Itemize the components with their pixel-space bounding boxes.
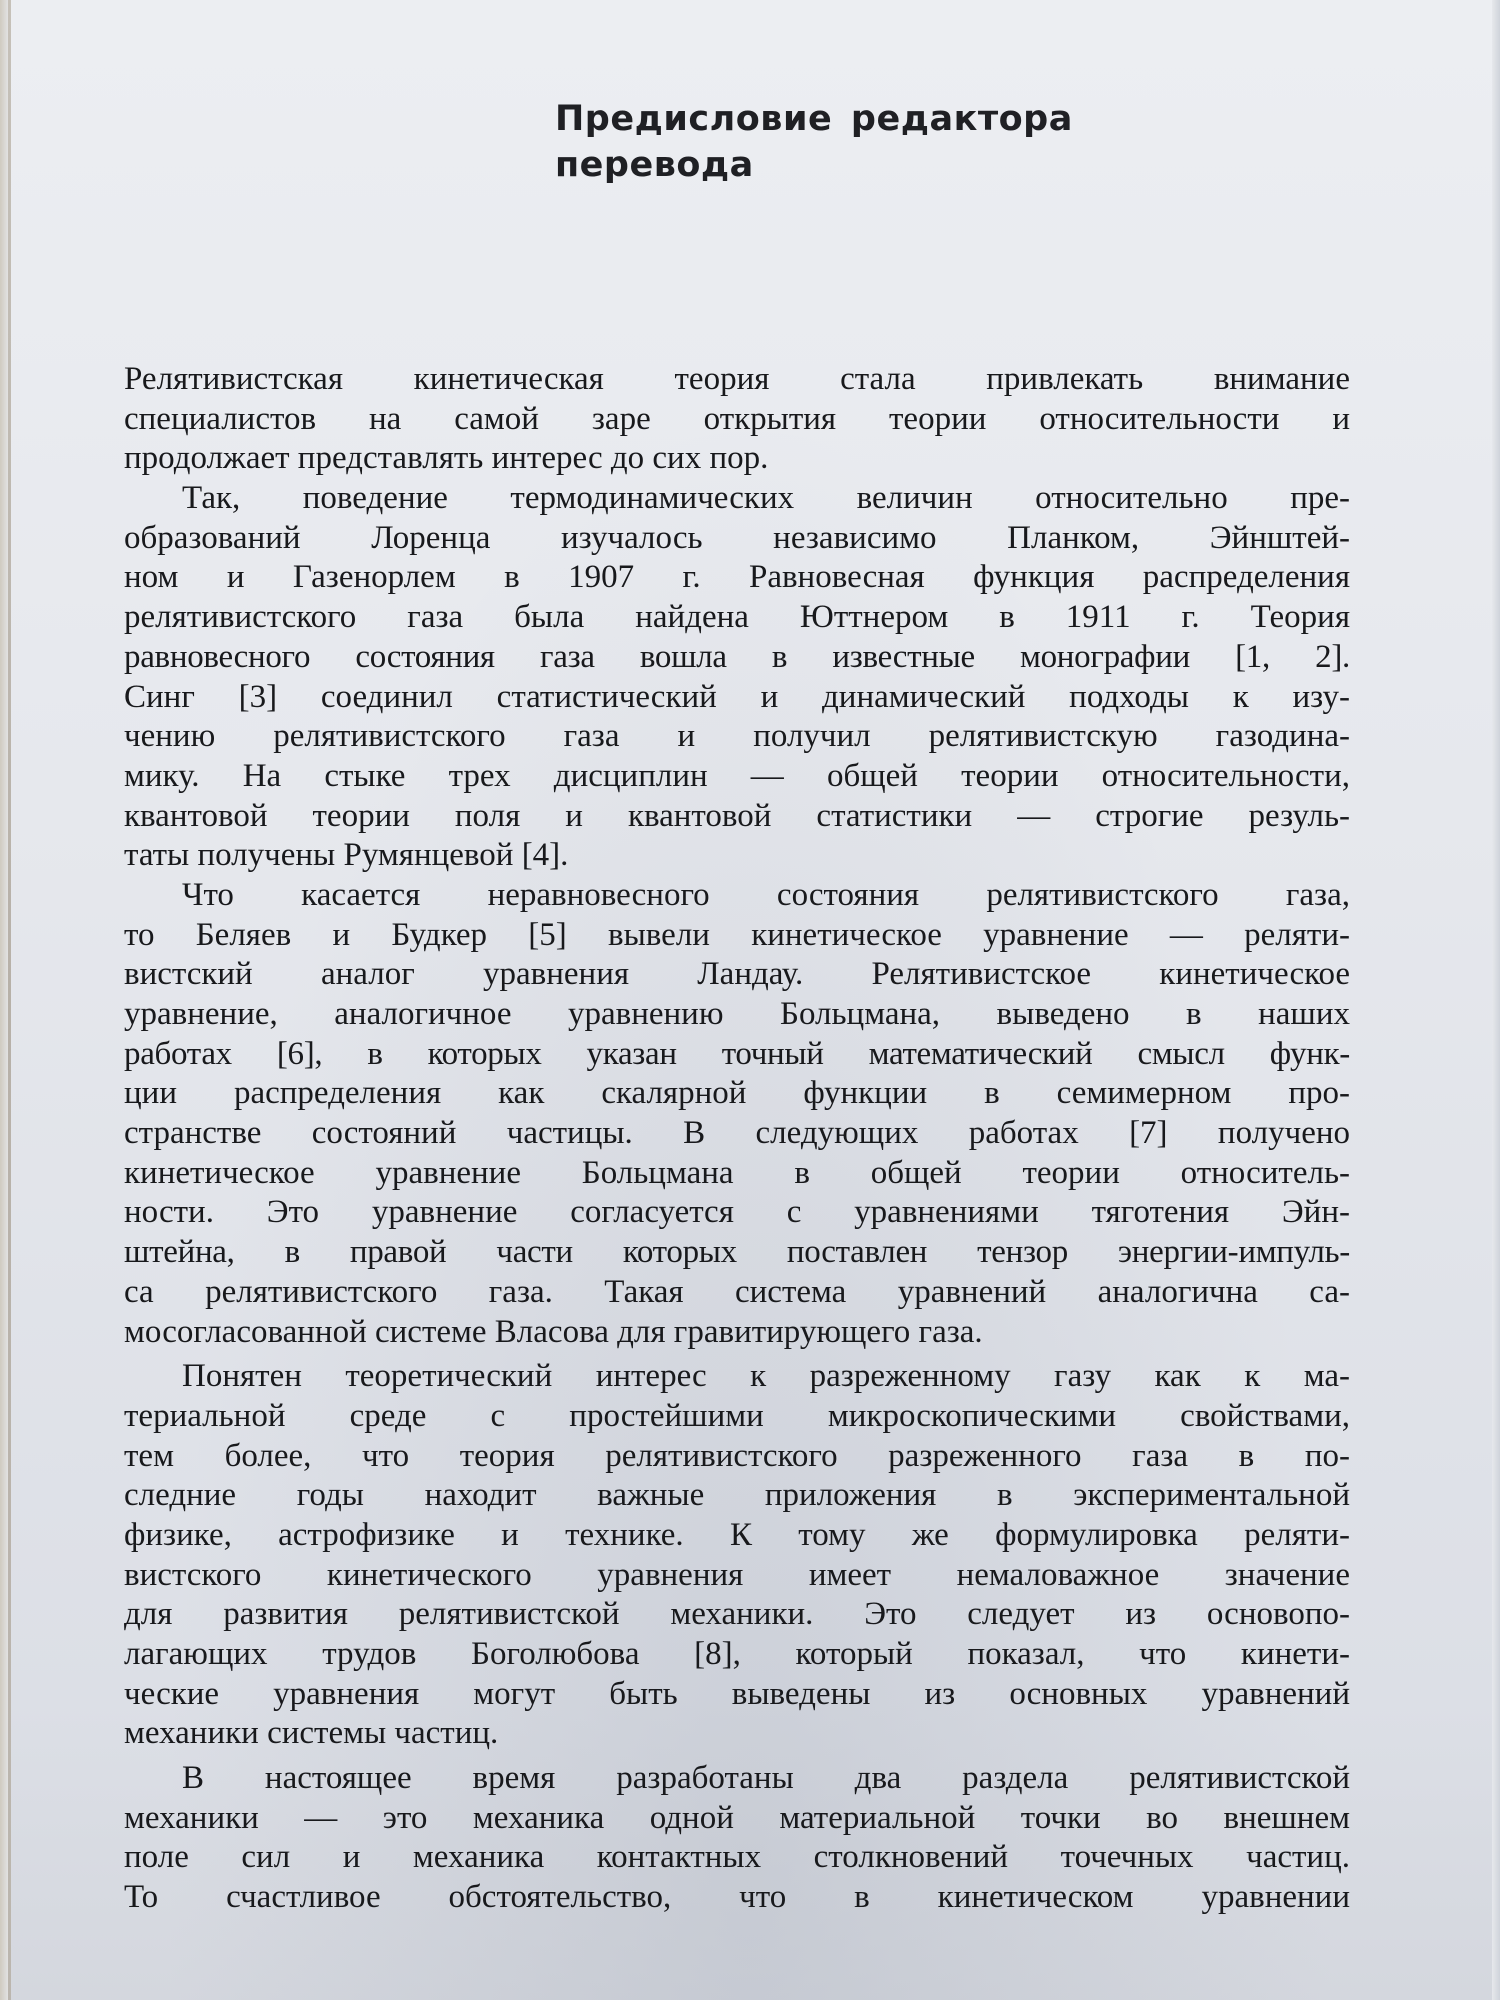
text-line: поле сил и механика контактных столкновений точечных частиц. [124,1839,1350,1876]
text-line: специалистов на самой заре открытия теории относительности и [124,400,1350,437]
text-line: физике, астрофизике и технике. К тому же формулировка реляти- [124,1516,1350,1553]
text-line: вистского кинетического уравнения имеет немаловажное значение [124,1556,1350,1593]
chapter-title [555,96,1073,188]
text-line: квантовой теории поля и квантовой статистики — строгие резуль- [124,797,1350,834]
text-line: лагающих трудов Боголюбова [8], который показал, что кинети- [124,1636,1350,1672]
chapter-title-line-1: Предисловие редактора [555,99,1073,139]
text-line: то Беляев и Будкер [5] вывели кинетическое уравнение — реляти- [124,916,1350,953]
text-line: странстве состояний частицы. В следующих работах [7] получено [124,1115,1350,1152]
text-line: ном и Газенорлем в 1907 г. Равновесная функция распределения [124,559,1350,596]
text-line: механики системы частиц. [124,1715,499,1752]
text-line: релятивистского газа была найдена Юттнером в 1911 г. Теория [124,599,1350,636]
text-line: вистский аналог уравнения Ландау. Релятивистское кинетическое [124,956,1350,993]
text-line: равновесного состояния газа вошла в известные монографии [1, 2]. [124,638,1350,675]
text-line: тем более, что теория релятивистского разреженного газа в по- [124,1437,1350,1474]
text-line: чению релятивистского газа и получил релятивистскую газодина- [124,718,1350,755]
paragraph-3 [124,876,1350,1352]
paragraph-4 [124,1357,1350,1754]
text-line: Понятен теоретический интерес к разреженному газу как к ма- [182,1358,1350,1395]
text-line: ности. Это уравнение согласуется с уравнениями тяготения Эйн- [124,1194,1350,1231]
page-right-edge [1492,0,1500,2000]
text-line: штейна, в правой части которых поставлен тензор энергии-импуль- [124,1234,1350,1271]
text-line: уравнение, аналогичное уравнению Больцмана, выведено в наших [124,996,1350,1032]
text-line: Что касается неравновесного состояния релятивистского газа, [182,876,1350,913]
text-line: Релятивистская кинетическая теория стала привлекать внимание [124,361,1350,397]
text-line: са релятивистского газа. Такая система уравнений аналогична са- [124,1273,1350,1310]
text-line: В настоящее время разработаны два раздела релятивистской [182,1760,1350,1797]
text-line: кинетическое уравнение Больцмана в общей теории относитель- [124,1154,1350,1191]
text-line: образований Лоренца изучалось независимо Планком, Эйнштей- [124,519,1350,556]
text-line: Так, поведение термодинамических величин относительно пре- [182,480,1350,517]
text-line: для развития релятивистской механики. Это следует из основопо- [124,1596,1350,1633]
paragraph-5 [124,1759,1350,1918]
text-line: работах [6], в которых указан точный математический смысл функ- [124,1035,1350,1072]
paragraph-1 [124,360,1350,479]
text-line: таты получены Румянцевой [4]. [124,837,569,874]
text-line: Синг [3] соединил статистический и динамический подходы к изу- [124,678,1350,715]
text-line: механики — это механика одной материальной точки во внешнем [124,1799,1350,1836]
text-line: териальной среде с простейшими микроскопическими свойствами, [124,1397,1350,1434]
text-line: ческие уравнения могут быть выведены из основных уравнений [124,1675,1350,1712]
paragraph-2 [124,479,1350,876]
text-line: следние годы находит важные приложения в экспериментальной [124,1477,1350,1514]
page-binding-edge [8,0,11,2000]
text-line: мику. На стыке трех дисциплин — общей теории относительности, [124,757,1350,794]
body-text [124,360,1350,1918]
chapter-title-line-2: перевода [555,145,754,185]
text-line: продолжает представлять интерес до сих пор. [124,440,769,477]
text-line: То счастливое обстоятельство, что в кинетическом уравнении [124,1879,1350,1916]
text-line: ции распределения как скалярной функции в семимерном про- [124,1075,1350,1112]
text-line: мосогласованной системе Власова для гравитирующего газа. [124,1313,983,1350]
page-binding-shadow [0,0,8,2000]
